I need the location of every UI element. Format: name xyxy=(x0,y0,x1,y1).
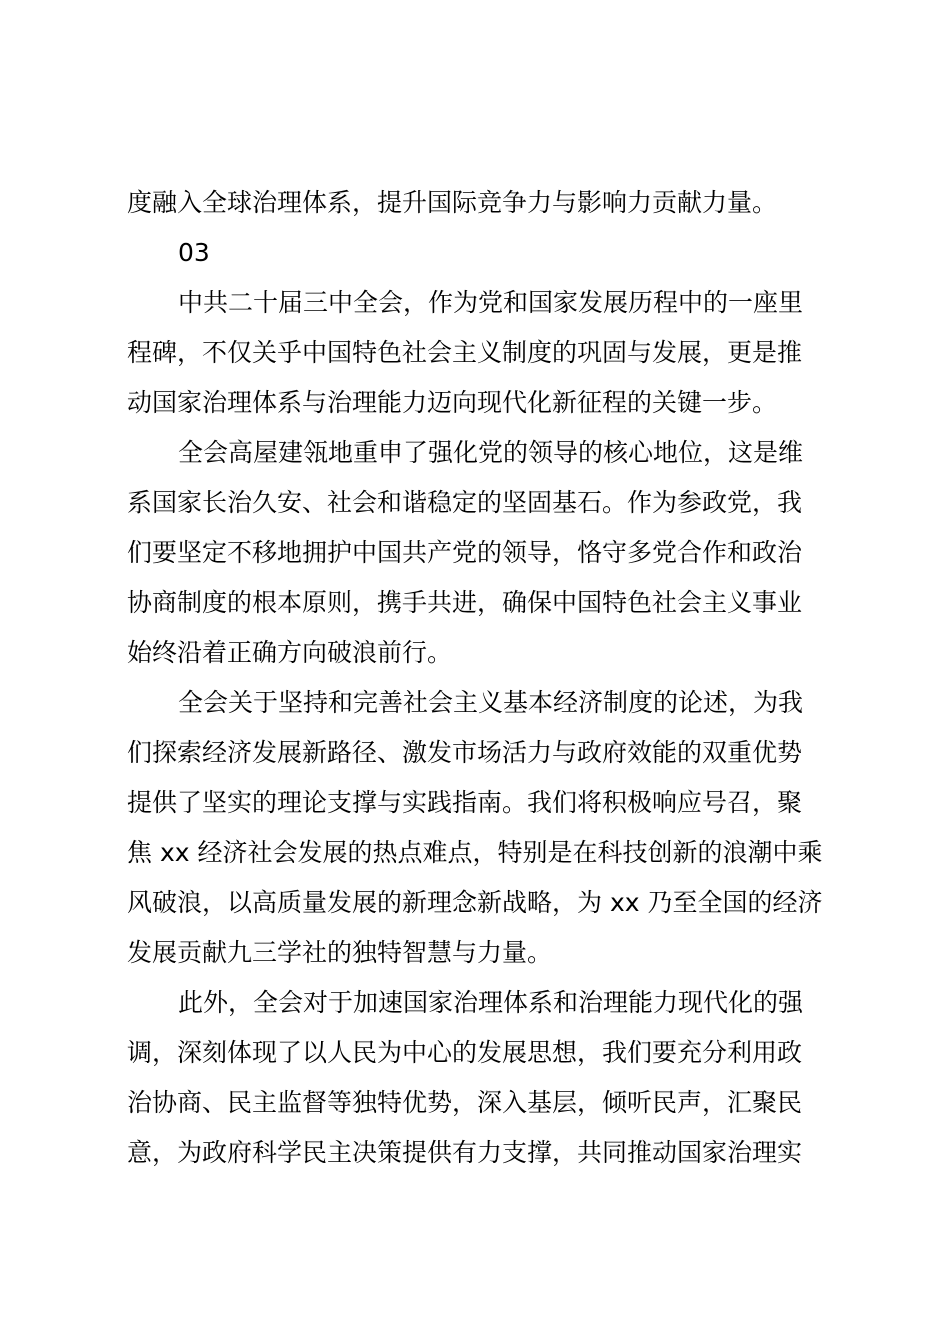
text-line: 系国家长治久安、社会和谐稳定的坚固基石。作为参政党，我 xyxy=(127,488,803,517)
text-line: 动国家治理体系与治理能力迈向现代化新征程的关键一步。 xyxy=(127,388,778,417)
text-line: 程碑，不仅关乎中国特色社会主义制度的巩固与发展，更是推 xyxy=(127,338,803,367)
text-line: 协商制度的根本原则，携手共进，确保中国特色社会主义事业 xyxy=(127,588,803,617)
text-line: 焦 xx 经济社会发展的热点难点，特别是在科技创新的浪潮中乘 xyxy=(127,838,823,867)
paragraph-start-line: 全会关于坚持和完善社会主义基本经济制度的论述，为我 xyxy=(178,688,804,717)
text-line: 风破浪，以高质量发展的新理念新战略，为 xx 乃至全国的经济 xyxy=(127,888,823,917)
paragraph-start-line: 中共二十届三中全会，作为党和国家发展历程中的一座里 xyxy=(178,288,804,317)
text-line: 调，深刻体现了以人民为中心的发展思想，我们要充分利用政 xyxy=(127,1038,803,1067)
text-line: 意，为政府科学民主决策提供有力支撑，共同推动国家治理实 xyxy=(127,1138,803,1167)
text-line: 始终沿着正确方向破浪前行。 xyxy=(127,638,453,667)
section-number: 03 xyxy=(178,238,210,267)
paragraph-start-line: 全会高屋建瓴地重申了强化党的领导的核心地位，这是维 xyxy=(178,438,804,467)
text-line: 治协商、民主监督等独特优势，深入基层，倾听民声，汇聚民 xyxy=(127,1088,803,1117)
document-body xyxy=(127,178,833,1178)
text-line: 发展贡献九三学社的独特智慧与力量。 xyxy=(127,938,553,967)
text-line: 们要坚定不移地拥护中国共产党的领导，恪守多党合作和政治 xyxy=(127,538,803,567)
paragraph-start-line: 此外，全会对于加速国家治理体系和治理能力现代化的强 xyxy=(178,988,804,1017)
text-line: 们探索经济发展新路径、激发市场活力与政府效能的双重优势 xyxy=(127,738,803,767)
text-line: 提供了坚实的理论支撑与实践指南。我们将积极响应号召，聚 xyxy=(127,788,803,817)
text-line: 度融入全球治理体系，提升国际竞争力与影响力贡献力量。 xyxy=(127,188,778,217)
